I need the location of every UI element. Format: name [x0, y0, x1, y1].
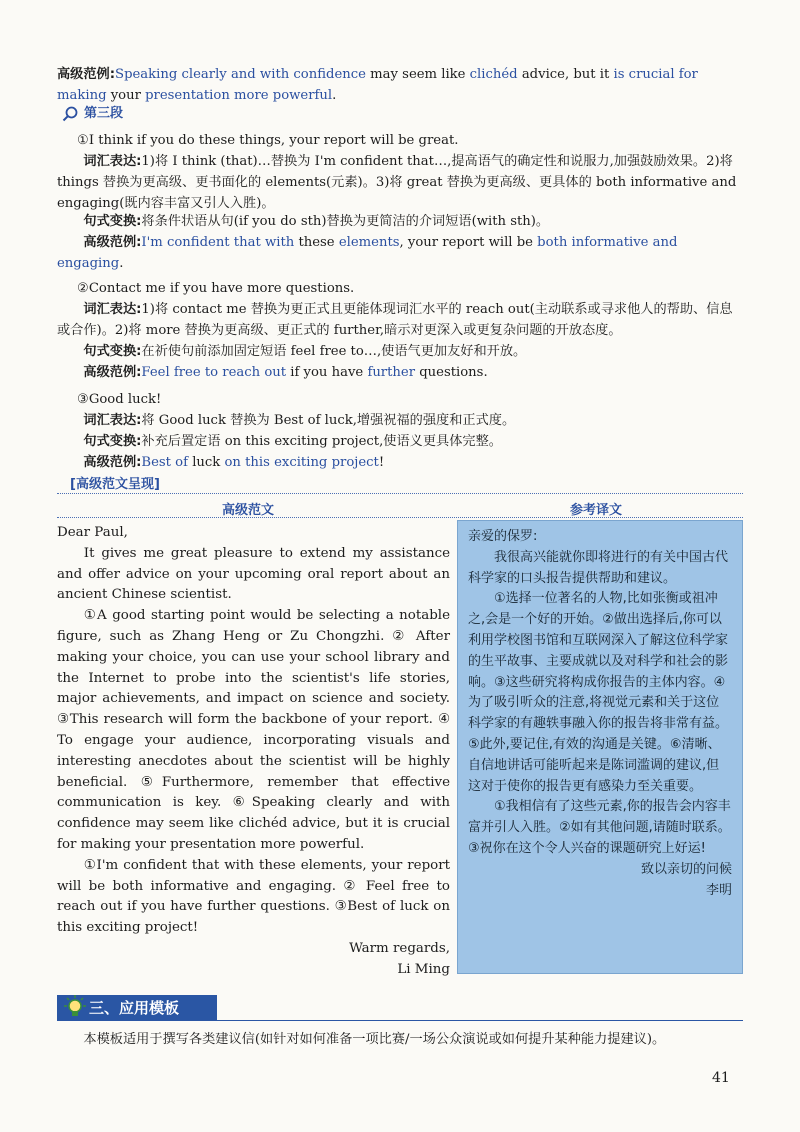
vocab-note-2: 词汇表达:1)将 contact me 替换为更正式且更能体现词汇水平的 reach out(主动联系或寻求他人的帮助、信息或合作)。2)将 more 替换为更高级、更正式的 further,暗示对更深入或更复杂问题的开放态度。 [57, 302, 733, 338]
original-sentence-2: ②Contact me if you have more questions. [77, 281, 355, 296]
template-section-title: 三、应用模板 [57, 995, 217, 1021]
original-sentence-1: ①I think if you do these things, your report will be great. [77, 133, 459, 148]
essay-closing: Warm regards, [349, 940, 450, 956]
translation-paragraph-3: ①我相信有了这些元素,你的报告会内容丰富并引人入胜。②如有其他问题,请随时联系。③祝你在这个令人兴奋的课题研究上好运! [468, 799, 731, 856]
template-description: 本模板适用于撰写各类建议信(如针对如何准备一项比赛/一场公众演说或如何提升某种能力提建议)。 [83, 1032, 666, 1047]
original-sentence-3: ③Good luck! [77, 392, 162, 407]
label: 高级范例: [57, 67, 116, 82]
pattern-note-3: 句式变换:补充后置定语 on this exciting project,使语义更具体完整。 [83, 434, 502, 449]
vocab-note-1: 词汇表达:1)将 I think (that)…替换为 I'm confident that…,提高语气的确定性和说服力,加强鼓励效果。2)将 things 替换为更高级、更书面化的 elements(元素)。3)将 great 替换为更高级、更具体的 both informative and engaging(既内容丰富又引人入胜)。 [57, 154, 737, 211]
page-number: 41 [712, 1070, 730, 1086]
magnifier-icon [62, 106, 78, 122]
model-essay [57, 523, 450, 981]
advanced-example-2: 高级范例:Feel free to reach out if you have further questions. [83, 365, 488, 380]
translation-box [457, 520, 743, 974]
translation-title: 参考译文 [570, 503, 623, 518]
presentation-header: [高级范文呈现] [70, 477, 160, 492]
divider [57, 493, 743, 494]
essay-signature: Li Ming [397, 961, 450, 977]
template-section-banner [57, 993, 743, 1023]
advanced-example-3: 高级范例:Best of luck on this exciting project! [83, 455, 385, 470]
banner-rule [217, 1020, 743, 1021]
pattern-note-2: 句式变换:在祈使句前添加固定短语 feel free to…,使语气更加友好和开放。 [83, 344, 527, 359]
translation-paragraph-2: ①选择一位著名的人物,比如张衡或祖冲之,会是一个好的开始。②做出选择后,你可以利用学校图书馆和互联网深入了解这位科学家的生平故事、主要成就以及对科学和社会的影响。③这些研究将构成你报告的主体内容。④为了吸引听众的注意,将视觉元素和关于这位科学家的有趣轶事融入你的报告将非常有益。⑤此外,要记住,有效的沟通是关键。⑥清晰、自信地讲话可能听起来是陈词滥调的建议,但这对于使你的报告更有感染力至关重要。 [468, 591, 729, 794]
pattern-note-1: 句式变换:将条件状语从句(if you do sth)替换为更简洁的介词短语(with sth)。 [83, 214, 550, 229]
vocab-note-3: 词汇表达:将 Good luck 替换为 Best of luck,增强祝福的强度和正式度。 [83, 413, 516, 428]
essay-paragraph-3: ①I'm confident that with these elements, your report will be both informative and engaging. ② Feel free to reach out if you have further questions. ③Best of luck on this exciting project! [57, 857, 450, 936]
translation-greeting: 亲爱的保罗: [468, 529, 538, 544]
divider [57, 517, 743, 518]
essay-title: 高级范文 [222, 503, 275, 518]
section-heading: 第三段 [62, 103, 123, 125]
essay-paragraph-2: ①A good starting point would be selecting a notable figure, such as Zhang Heng or Zu Chongzhi. ② After making your choice, you can use your school library and the Internet to probe into the scientist's life stories, major achievements, and impact on science and society. ③This research will form the backbone of your report. ④ To engage your audience, incorporating visuals and interesting anecdotes about the scientist will be highly beneficial. ⑤Furthermore, remember that effective communication is key. ⑥Speaking clearly and with confidence may seem like clichéd advice, but it is crucial for making your presentation more powerful. [57, 608, 450, 852]
essay-paragraph-1: It gives me great pleasure to extend my assistance and offer advice on your upcoming oral report about an ancient Chinese scientist. [57, 545, 450, 603]
lightbulb-icon [61, 994, 89, 1022]
essay-greeting: Dear Paul, [57, 525, 128, 540]
translation-paragraph-1: 我很高兴能就你即将进行的有关中国古代科学家的口头报告提供帮助和建议。 [468, 549, 729, 586]
translation-closing: 致以亲切的问候 [640, 861, 732, 877]
translation-signature: 李明 [705, 882, 732, 898]
advanced-example-p1: 高级范例:Speaking clearly and with confidence may seem like clichéd advice, but it is crucial for making your presentation more powerful. [57, 67, 698, 103]
advanced-example-1: 高级范例:I'm confident that with these elements, your report will be both informative and engaging. [57, 235, 678, 271]
